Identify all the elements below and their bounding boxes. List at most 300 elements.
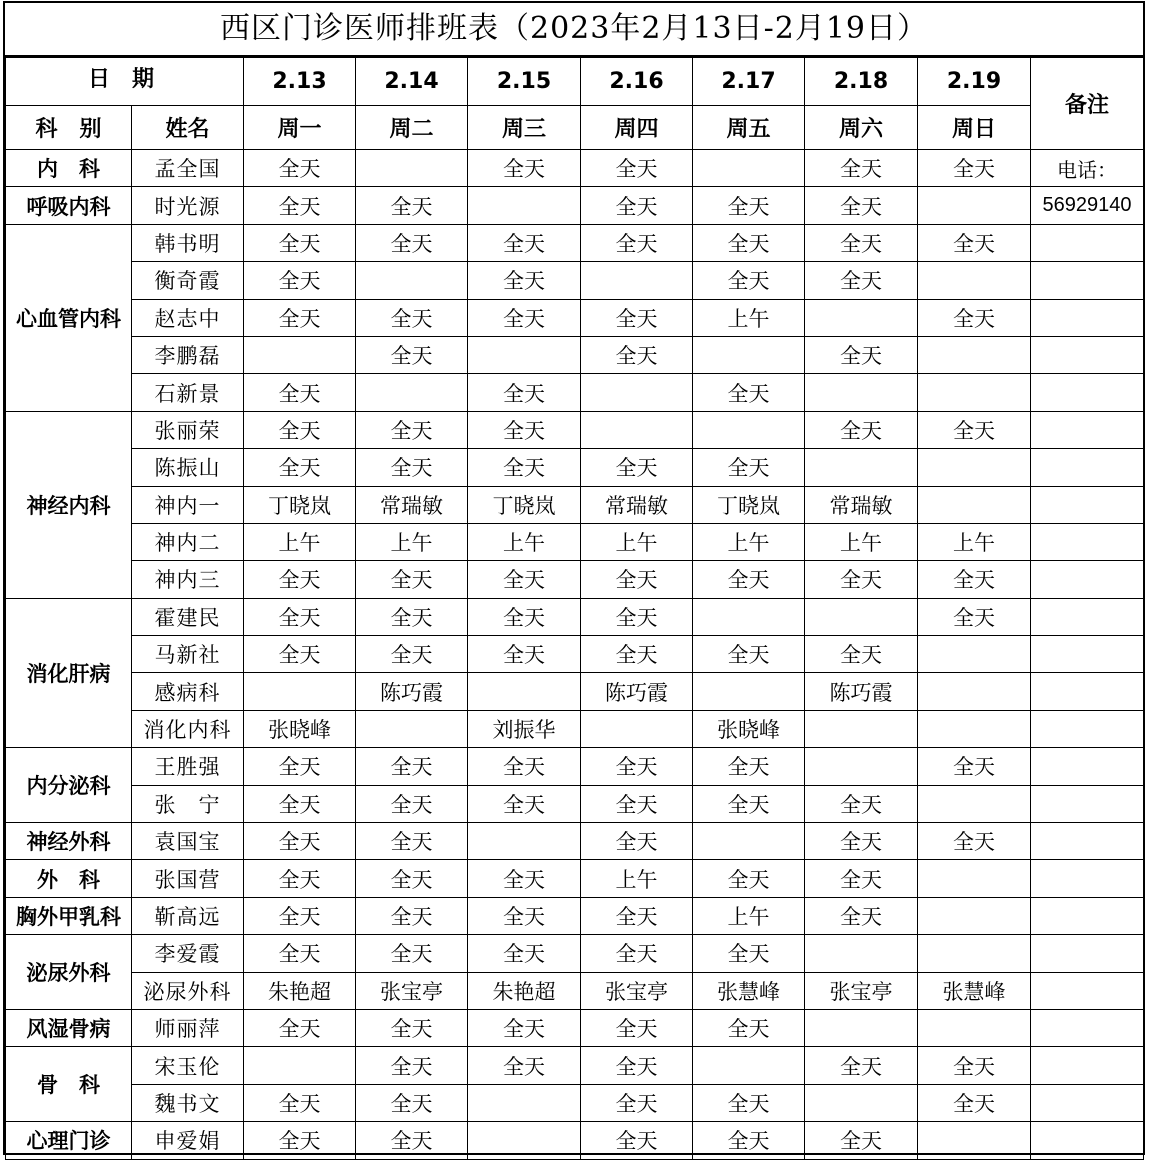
- remark-cell: [1031, 972, 1144, 1009]
- department-cell: 骨 科: [6, 1047, 132, 1122]
- shift-cell: 全天: [468, 598, 581, 635]
- shift-cell: 全天: [918, 823, 1031, 860]
- shift-cell: 全天: [356, 823, 468, 860]
- shift-cell: 全天: [356, 224, 468, 261]
- shift-cell: 上午: [805, 523, 918, 560]
- remark-cell: [1031, 636, 1144, 673]
- shift-cell: 全天: [693, 374, 805, 411]
- shift-cell: 全天: [468, 785, 581, 822]
- shift-cell: 全天: [356, 187, 468, 224]
- table-row: [6, 150, 1144, 187]
- remark-cell: [1031, 823, 1144, 860]
- remark-cell: [1031, 1122, 1144, 1159]
- department-cell: 心血管内科: [6, 224, 132, 411]
- shift-cell: 全天: [805, 262, 918, 299]
- shift-cell: 全天: [356, 561, 468, 598]
- remark-header: 备注: [1031, 58, 1144, 150]
- shift-cell: 全天: [693, 785, 805, 822]
- shift-cell: 全天: [581, 1009, 693, 1046]
- department-cell: 神经内科: [6, 411, 132, 598]
- weekday-header: 周日: [918, 106, 1031, 150]
- shift-cell: 全天: [468, 374, 581, 411]
- shift-cell: 全天: [805, 823, 918, 860]
- shift-cell: 丁晓岚: [693, 486, 805, 523]
- page-title: 西区门诊医师排班表（2023年2月13日-2月19日）: [5, 3, 1143, 57]
- doctor-name-cell: 神内二: [132, 523, 244, 560]
- table-row: [6, 449, 1144, 486]
- doctor-name-cell: 张 宁: [132, 785, 244, 822]
- shift-cell: 张慧峰: [693, 972, 805, 1009]
- shift-cell: 全天: [244, 187, 356, 224]
- remark-cell: [1031, 374, 1144, 411]
- doctor-name-cell: 李鹏磊: [132, 336, 244, 373]
- table-row: [6, 785, 1144, 822]
- table-row: [6, 748, 1144, 785]
- header-row-weekdays: [6, 106, 1144, 150]
- shift-cell: 全天: [244, 224, 356, 261]
- shift-cell: 陈巧霞: [356, 673, 468, 710]
- shift-cell: 全天: [581, 336, 693, 373]
- shift-cell: [693, 336, 805, 373]
- date-header: 2.16: [581, 58, 693, 106]
- shift-cell: 全天: [918, 598, 1031, 635]
- shift-cell: 全天: [805, 1047, 918, 1084]
- shift-cell: 常瑞敏: [805, 486, 918, 523]
- shift-cell: [693, 673, 805, 710]
- shift-cell: [805, 449, 918, 486]
- shift-cell: [693, 823, 805, 860]
- table-row: [6, 374, 1144, 411]
- shift-cell: [918, 262, 1031, 299]
- remark-cell: [1031, 1047, 1144, 1084]
- shift-cell: 朱艳超: [468, 972, 581, 1009]
- doctor-name-cell: 李爱霞: [132, 935, 244, 972]
- weekday-header: 周二: [356, 106, 468, 150]
- table-row: [6, 336, 1144, 373]
- doctor-name-cell: 陈振山: [132, 449, 244, 486]
- date-header: 2.17: [693, 58, 805, 106]
- shift-cell: [693, 1047, 805, 1084]
- shift-cell: 全天: [468, 935, 581, 972]
- shift-cell: 全天: [693, 748, 805, 785]
- department-cell: 消化肝病: [6, 598, 132, 748]
- shift-cell: 常瑞敏: [356, 486, 468, 523]
- doctor-name-cell: 赵志中: [132, 299, 244, 336]
- shift-cell: 全天: [581, 897, 693, 934]
- shift-cell: 全天: [356, 1084, 468, 1121]
- shift-cell: 全天: [693, 449, 805, 486]
- doctor-name-cell: 韩书明: [132, 224, 244, 261]
- shift-cell: 全天: [356, 1009, 468, 1046]
- department-cell: 呼吸内科: [6, 187, 132, 224]
- shift-cell: 全天: [468, 299, 581, 336]
- weekday-header: 周四: [581, 106, 693, 150]
- shift-cell: 全天: [356, 636, 468, 673]
- shift-cell: 全天: [693, 935, 805, 972]
- shift-cell: [918, 860, 1031, 897]
- shift-cell: [356, 150, 468, 187]
- shift-cell: 全天: [356, 897, 468, 934]
- doctor-name-cell: 王胜强: [132, 748, 244, 785]
- remark-cell: [1031, 262, 1144, 299]
- remark-cell: [1031, 224, 1144, 261]
- date-header: 2.18: [805, 58, 918, 106]
- shift-cell: 全天: [356, 336, 468, 373]
- remark-cell: [1031, 1084, 1144, 1121]
- remark-phone-number: 56929140: [1031, 187, 1144, 224]
- shift-cell: 全天: [805, 1122, 918, 1159]
- shift-cell: 全天: [693, 860, 805, 897]
- shift-cell: [468, 823, 581, 860]
- shift-cell: 刘振华: [468, 710, 581, 747]
- shift-cell: 全天: [244, 1009, 356, 1046]
- date-header: 2.19: [918, 58, 1031, 106]
- shift-cell: 全天: [693, 561, 805, 598]
- shift-cell: 张晓峰: [244, 710, 356, 747]
- shift-cell: 全天: [468, 636, 581, 673]
- remark-cell: [1031, 860, 1144, 897]
- shift-cell: 全天: [244, 1122, 356, 1159]
- doctor-name-cell: 霍建民: [132, 598, 244, 635]
- shift-cell: [805, 598, 918, 635]
- shift-cell: [918, 336, 1031, 373]
- shift-cell: 全天: [468, 748, 581, 785]
- shift-cell: 张慧峰: [918, 972, 1031, 1009]
- shift-cell: 全天: [468, 150, 581, 187]
- shift-cell: 朱艳超: [244, 972, 356, 1009]
- shift-cell: 全天: [356, 598, 468, 635]
- shift-cell: [918, 374, 1031, 411]
- doctor-name-cell: 袁国宝: [132, 823, 244, 860]
- shift-cell: 常瑞敏: [581, 486, 693, 523]
- shift-cell: [918, 1009, 1031, 1046]
- doctor-name-cell: 感病科: [132, 673, 244, 710]
- dept-label: 科 别: [6, 106, 132, 150]
- schedule-sheet: [3, 1, 1145, 1155]
- shift-cell: 全天: [581, 299, 693, 336]
- shift-cell: 全天: [918, 1084, 1031, 1121]
- remark-cell: [1031, 748, 1144, 785]
- shift-cell: [581, 710, 693, 747]
- shift-cell: 全天: [581, 1047, 693, 1084]
- shift-cell: [918, 785, 1031, 822]
- shift-cell: 全天: [918, 299, 1031, 336]
- shift-cell: 全天: [244, 299, 356, 336]
- shift-cell: [918, 897, 1031, 934]
- shift-cell: 全天: [693, 1084, 805, 1121]
- remark-cell: [1031, 449, 1144, 486]
- remark-cell: [1031, 523, 1144, 560]
- department-cell: 内分泌科: [6, 748, 132, 823]
- shift-cell: 全天: [805, 336, 918, 373]
- shift-cell: 全天: [468, 860, 581, 897]
- weekday-header: 周三: [468, 106, 581, 150]
- shift-cell: 上午: [356, 523, 468, 560]
- shift-cell: 全天: [244, 561, 356, 598]
- remark-cell: [1031, 710, 1144, 747]
- shift-cell: 全天: [356, 935, 468, 972]
- shift-cell: 上午: [581, 860, 693, 897]
- shift-cell: 全天: [244, 1084, 356, 1121]
- table-row: [6, 823, 1144, 860]
- table-row: [6, 299, 1144, 336]
- shift-cell: 上午: [468, 523, 581, 560]
- shift-cell: 全天: [918, 561, 1031, 598]
- shift-cell: 全天: [805, 561, 918, 598]
- shift-cell: 全天: [468, 262, 581, 299]
- shift-cell: 全天: [805, 636, 918, 673]
- doctor-name-cell: 张国营: [132, 860, 244, 897]
- shift-cell: 张宝亭: [805, 972, 918, 1009]
- shift-cell: 上午: [581, 523, 693, 560]
- table-row: [6, 673, 1144, 710]
- shift-cell: [693, 598, 805, 635]
- shift-cell: 上午: [693, 523, 805, 560]
- shift-cell: [468, 1122, 581, 1159]
- shift-cell: 全天: [356, 1122, 468, 1159]
- shift-cell: 全天: [581, 935, 693, 972]
- table-row: [6, 1009, 1144, 1046]
- shift-cell: [244, 673, 356, 710]
- shift-cell: 全天: [581, 1084, 693, 1121]
- shift-cell: 上午: [693, 299, 805, 336]
- shift-cell: 全天: [244, 860, 356, 897]
- shift-cell: 全天: [468, 411, 581, 448]
- doctor-name-cell: 靳高远: [132, 897, 244, 934]
- shift-cell: [244, 336, 356, 373]
- doctor-name-cell: 衡奇霞: [132, 262, 244, 299]
- shift-cell: 全天: [244, 374, 356, 411]
- shift-cell: [805, 299, 918, 336]
- shift-cell: 全天: [805, 187, 918, 224]
- doctor-name-cell: 师丽萍: [132, 1009, 244, 1046]
- shift-cell: 全天: [805, 150, 918, 187]
- shift-cell: [918, 935, 1031, 972]
- shift-cell: 全天: [693, 1122, 805, 1159]
- department-cell: 心理门诊: [6, 1122, 132, 1159]
- doctor-name-cell: 魏书文: [132, 1084, 244, 1121]
- shift-cell: 全天: [468, 449, 581, 486]
- shift-cell: 全天: [244, 598, 356, 635]
- shift-cell: 全天: [468, 1047, 581, 1084]
- shift-cell: 全天: [581, 224, 693, 261]
- shift-cell: [468, 673, 581, 710]
- remark-cell: [1031, 486, 1144, 523]
- shift-cell: 全天: [356, 785, 468, 822]
- shift-cell: 全天: [356, 299, 468, 336]
- department-cell: 外 科: [6, 860, 132, 897]
- shift-cell: 全天: [805, 860, 918, 897]
- shift-cell: [805, 1084, 918, 1121]
- shift-cell: 全天: [918, 1047, 1031, 1084]
- shift-cell: 全天: [693, 187, 805, 224]
- shift-cell: [468, 1084, 581, 1121]
- shift-cell: 丁晓岚: [244, 486, 356, 523]
- shift-cell: 全天: [918, 748, 1031, 785]
- shift-cell: 全天: [244, 262, 356, 299]
- shift-cell: 全天: [581, 636, 693, 673]
- table-row: [6, 935, 1144, 972]
- doctor-name-cell: 泌尿外科: [132, 972, 244, 1009]
- remark-cell: [1031, 561, 1144, 598]
- table-row: [6, 561, 1144, 598]
- doctor-name-cell: 宋玉伦: [132, 1047, 244, 1084]
- shift-cell: 全天: [805, 411, 918, 448]
- shift-cell: [918, 449, 1031, 486]
- shift-cell: 张宝亭: [581, 972, 693, 1009]
- shift-cell: 全天: [805, 785, 918, 822]
- shift-cell: 张宝亭: [356, 972, 468, 1009]
- shift-cell: 全天: [581, 449, 693, 486]
- shift-cell: 全天: [244, 150, 356, 187]
- shift-cell: [805, 710, 918, 747]
- shift-cell: 全天: [244, 823, 356, 860]
- department-cell: 胸外甲乳科: [6, 897, 132, 934]
- remark-cell: [1031, 598, 1144, 635]
- shift-cell: 陈巧霞: [581, 673, 693, 710]
- shift-cell: 全天: [244, 785, 356, 822]
- date-header: 2.15: [468, 58, 581, 106]
- remark-cell: [1031, 336, 1144, 373]
- shift-cell: 上午: [693, 897, 805, 934]
- shift-cell: 丁晓岚: [468, 486, 581, 523]
- remark-cell: [1031, 1009, 1144, 1046]
- shift-cell: [918, 636, 1031, 673]
- table-row: [6, 860, 1144, 897]
- shift-cell: 全天: [468, 897, 581, 934]
- date-header: 2.14: [356, 58, 468, 106]
- shift-cell: 全天: [693, 636, 805, 673]
- schedule-table: [5, 57, 1144, 1160]
- shift-cell: 全天: [244, 935, 356, 972]
- date-label: 日 期: [6, 58, 244, 106]
- shift-cell: [581, 374, 693, 411]
- shift-cell: 全天: [805, 897, 918, 934]
- shift-cell: [918, 486, 1031, 523]
- remark-cell: [1031, 785, 1144, 822]
- shift-cell: [468, 336, 581, 373]
- department-cell: 内 科: [6, 150, 132, 187]
- weekday-header: 周五: [693, 106, 805, 150]
- shift-cell: 全天: [581, 785, 693, 822]
- table-row: [6, 187, 1144, 224]
- weekday-header: 周六: [805, 106, 918, 150]
- table-row: [6, 972, 1144, 1009]
- table-row: [6, 598, 1144, 635]
- shift-cell: [693, 150, 805, 187]
- shift-cell: [693, 411, 805, 448]
- shift-cell: [356, 262, 468, 299]
- shift-cell: [356, 374, 468, 411]
- shift-cell: [805, 374, 918, 411]
- table-row: [6, 523, 1144, 560]
- shift-cell: 全天: [244, 411, 356, 448]
- table-row: [6, 1084, 1144, 1121]
- remark-cell: [1031, 673, 1144, 710]
- table-row: [6, 1047, 1144, 1084]
- shift-cell: 全天: [356, 449, 468, 486]
- shift-cell: 上午: [244, 523, 356, 560]
- remark-cell: [1031, 299, 1144, 336]
- department-cell: 神经外科: [6, 823, 132, 860]
- doctor-name-cell: 申爱娟: [132, 1122, 244, 1159]
- department-cell: 风湿骨病: [6, 1009, 132, 1046]
- doctor-name-cell: 神内一: [132, 486, 244, 523]
- department-cell: 泌尿外科: [6, 935, 132, 1010]
- shift-cell: 全天: [693, 1009, 805, 1046]
- shift-cell: 全天: [581, 1122, 693, 1159]
- shift-cell: [805, 935, 918, 972]
- doctor-name-cell: 张丽荣: [132, 411, 244, 448]
- shift-cell: 全天: [244, 636, 356, 673]
- remark-phone-label: 电话：: [1031, 150, 1144, 187]
- doctor-name-cell: 石新景: [132, 374, 244, 411]
- doctor-name-cell: 孟全国: [132, 150, 244, 187]
- shift-cell: 上午: [918, 523, 1031, 560]
- shift-cell: 全天: [581, 150, 693, 187]
- shift-cell: 全天: [244, 748, 356, 785]
- shift-cell: [244, 1047, 356, 1084]
- shift-cell: 全天: [244, 897, 356, 934]
- shift-cell: 全天: [356, 411, 468, 448]
- shift-cell: [356, 710, 468, 747]
- shift-cell: 全天: [581, 561, 693, 598]
- shift-cell: 全天: [805, 224, 918, 261]
- shift-cell: [918, 187, 1031, 224]
- shift-cell: 全天: [918, 224, 1031, 261]
- shift-cell: 全天: [581, 598, 693, 635]
- table-row: [6, 224, 1144, 261]
- shift-cell: 全天: [581, 748, 693, 785]
- shift-cell: [805, 1009, 918, 1046]
- shift-cell: 张晓峰: [693, 710, 805, 747]
- remark-cell: [1031, 897, 1144, 934]
- shift-cell: 全天: [918, 411, 1031, 448]
- shift-cell: 全天: [693, 224, 805, 261]
- header-row-dates: [6, 58, 1144, 106]
- table-row: [6, 262, 1144, 299]
- shift-cell: 陈巧霞: [805, 673, 918, 710]
- shift-cell: 全天: [468, 224, 581, 261]
- remark-cell: [1031, 935, 1144, 972]
- shift-cell: [581, 262, 693, 299]
- shift-cell: 全天: [581, 823, 693, 860]
- table-row: [6, 710, 1144, 747]
- doctor-name-cell: 神内三: [132, 561, 244, 598]
- shift-cell: 全天: [356, 748, 468, 785]
- table-row: [6, 486, 1144, 523]
- shift-cell: [918, 710, 1031, 747]
- shift-cell: 全天: [693, 262, 805, 299]
- remark-cell: [1031, 411, 1144, 448]
- date-header: 2.13: [244, 58, 356, 106]
- table-row: [6, 636, 1144, 673]
- shift-cell: 全天: [468, 561, 581, 598]
- shift-cell: 全天: [581, 187, 693, 224]
- shift-cell: 全天: [468, 1009, 581, 1046]
- shift-cell: 全天: [918, 150, 1031, 187]
- shift-cell: [918, 1122, 1031, 1159]
- doctor-name-cell: 马新社: [132, 636, 244, 673]
- shift-cell: 全天: [356, 860, 468, 897]
- name-label: 姓名: [132, 106, 244, 150]
- shift-cell: 全天: [356, 1047, 468, 1084]
- weekday-header: 周一: [244, 106, 356, 150]
- shift-cell: [468, 187, 581, 224]
- doctor-name-cell: 消化内科: [132, 710, 244, 747]
- table-row: [6, 897, 1144, 934]
- shift-cell: 全天: [244, 449, 356, 486]
